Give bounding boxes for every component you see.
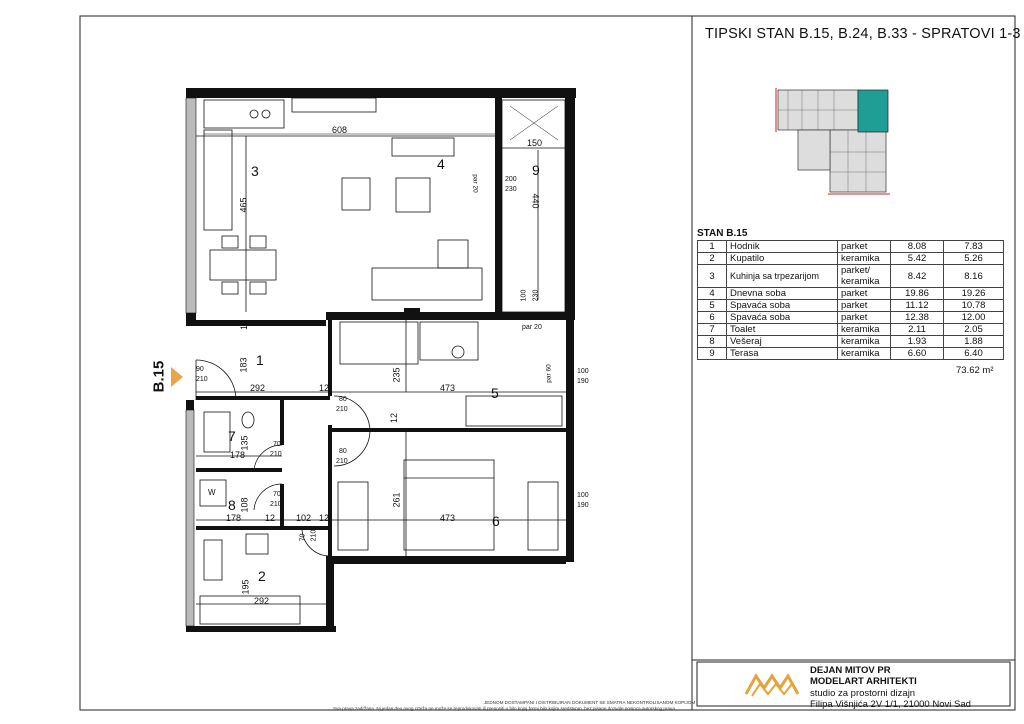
- room-no-cell: 7: [698, 324, 727, 336]
- firm-name-2: MODELART ARHITEKTI: [810, 676, 917, 687]
- room-row: [698, 288, 1004, 300]
- opening-90: 90: [196, 366, 204, 373]
- room-row: [698, 324, 1004, 336]
- room-area2-cell: 1.88: [944, 336, 1004, 348]
- room-floor-cell: keramika: [838, 348, 891, 360]
- room-no-cell: 1: [698, 241, 727, 253]
- room-row: [698, 300, 1004, 312]
- room-area1-cell: 8.42: [891, 265, 944, 288]
- opening-190-b: 190: [577, 502, 589, 509]
- opening-100-c: 100: [577, 492, 589, 499]
- room-number-2: 2: [258, 568, 266, 584]
- dim-473-bottom: 473: [440, 513, 456, 523]
- opening-70-a: 70: [273, 441, 281, 448]
- room-area1-cell: 2.11: [891, 324, 944, 336]
- opening-210-b: 210: [336, 406, 348, 413]
- dim-183: 183: [238, 357, 249, 373]
- room-row: [698, 312, 1004, 324]
- dim-12-d: 12: [265, 513, 276, 523]
- room-number-5: 5: [491, 385, 499, 401]
- dim-608: 608: [332, 125, 348, 135]
- opening-210-e: 210: [270, 501, 282, 508]
- dim-465: 465: [238, 197, 249, 213]
- dim-292-top: 292: [250, 383, 266, 393]
- dim-440: 440: [530, 193, 541, 209]
- room-name-cell: Hodnik: [727, 241, 838, 253]
- dim-235: 235: [391, 367, 402, 383]
- dim-12-b: 12: [319, 383, 330, 393]
- opening-70-c: 70: [299, 533, 307, 542]
- entrance-tag: B.15: [150, 360, 168, 393]
- room-number-9: 9: [532, 162, 540, 178]
- firm-address: Filipa Višnjića 2V 1/1, 21000 Novi Sad: [810, 699, 971, 710]
- dim-261: 261: [391, 492, 402, 508]
- opening-100-b: 100: [577, 368, 589, 375]
- total-area: 73.62 m²: [956, 365, 994, 376]
- room-floor-cell: parket: [838, 300, 891, 312]
- room-no-cell: 5: [698, 300, 727, 312]
- dim-178-a: 178: [230, 450, 246, 460]
- key-plan-thumbnail: [768, 86, 896, 204]
- parapet-label-b: par 20: [522, 324, 542, 331]
- opening-200: 200: [505, 176, 517, 183]
- room-row: [698, 265, 1004, 288]
- dim-12-a: 12: [239, 319, 250, 331]
- room-floor-cell: parket: [838, 241, 891, 253]
- room-no-cell: 9: [698, 348, 727, 360]
- opening-70-b: 70: [273, 491, 281, 498]
- room-number-4: 4: [437, 156, 445, 172]
- room-area2-cell: 2.05: [944, 324, 1004, 336]
- room-number-6: 6: [492, 513, 500, 529]
- room-no-cell: 4: [698, 288, 727, 300]
- room-no-cell: 2: [698, 253, 727, 265]
- room-row: [698, 241, 1004, 253]
- room-no-cell: 8: [698, 336, 727, 348]
- room-no-cell: 6: [698, 312, 727, 324]
- dim-12-e: 12: [389, 412, 400, 424]
- room-floor-cell: keramika: [838, 253, 891, 265]
- room-area2-cell: 5.26: [944, 253, 1004, 265]
- room-name-cell: Kuhinja sa trpezarijom: [727, 265, 838, 288]
- washer-label: W: [208, 488, 216, 497]
- dim-150: 150: [527, 138, 543, 148]
- room-floor-cell: parket/ keramika: [838, 265, 891, 288]
- room-floor-cell: parket: [838, 288, 891, 300]
- dim-108: 108: [239, 497, 250, 513]
- firm-tagline: studio za prostorni dizajn: [810, 688, 916, 699]
- firm-logo-icon: [742, 664, 802, 704]
- room-number-8: 8: [228, 497, 236, 513]
- dim-473-top: 473: [440, 383, 456, 393]
- room-name-cell: Spavaća soba: [727, 300, 838, 312]
- room-row: [698, 348, 1004, 360]
- apartment-label: STAN B.15: [697, 228, 748, 239]
- room-floor-cell: parket: [838, 312, 891, 324]
- room-row: [698, 253, 1004, 265]
- firm-name-1: DEJAN MITOV PR: [810, 665, 891, 676]
- room-area1-cell: 8.08: [891, 241, 944, 253]
- opening-210-c: 210: [336, 458, 348, 465]
- opening-100-a: 100: [520, 289, 528, 302]
- room-area2-cell: 8.16: [944, 265, 1004, 288]
- room-name-cell: Terasa: [727, 348, 838, 360]
- room-area2-cell: 10.78: [944, 300, 1004, 312]
- room-area2-cell: 7.83: [944, 241, 1004, 253]
- room-name-cell: Vešeraj: [727, 336, 838, 348]
- highlighted-unit: [858, 90, 888, 132]
- room-number-7: 7: [228, 428, 236, 444]
- parapet-label-c: par 60: [545, 364, 553, 383]
- dim-292-bottom: 292: [254, 596, 270, 606]
- opening-210-f: 210: [310, 529, 318, 542]
- dim-178-b: 178: [226, 513, 242, 523]
- room-no-cell: 3: [698, 265, 727, 288]
- room-name-cell: Dnevna soba: [727, 288, 838, 300]
- opening-210-a: 210: [196, 376, 208, 383]
- dim-102: 102: [296, 513, 312, 523]
- opening-80-a: 80: [339, 396, 347, 403]
- room-area1-cell: 19.86: [891, 288, 944, 300]
- dim-135: 135: [239, 435, 250, 451]
- room-area2-cell: 6.40: [944, 348, 1004, 360]
- room-floor-cell: keramika: [838, 324, 891, 336]
- opening-190-a: 190: [577, 378, 589, 385]
- room-area2-cell: 12.00: [944, 312, 1004, 324]
- opening-230-b: 230: [532, 289, 540, 302]
- room-schedule-table: [697, 240, 1004, 360]
- room-area1-cell: 12.38: [891, 312, 944, 324]
- opening-230-a: 230: [505, 186, 517, 193]
- room-area2-cell: 19.26: [944, 288, 1004, 300]
- dim-195: 195: [240, 579, 251, 595]
- opening-80-b: 80: [339, 448, 347, 455]
- room-row: [698, 336, 1004, 348]
- room-area1-cell: 11.12: [891, 300, 944, 312]
- dim-12-c: 12: [319, 513, 330, 523]
- room-name-cell: Kupatilo: [727, 253, 838, 265]
- disclaimer-line-1: JEDNOM DOSTAMPANI I DISTRIBUIRAN DOKUMENT SE SMATRA NEKONTROLISANOM KOPIJOM: [484, 700, 696, 705]
- opening-210-d: 210: [270, 451, 282, 458]
- room-area1-cell: 6.60: [891, 348, 944, 360]
- disclaimer-line-2: Sva prava zadržana. Ni jedan deo ovog crteža ne može se reprodukovati ili prenositi u bilo kojoj formi bilo kojim sredstvom, bez pisane dozvole nosioca autorskog prava.: [333, 706, 677, 711]
- parapet-label-a: par 20: [471, 174, 479, 193]
- room-floor-cell: keramika: [838, 336, 891, 348]
- room-number-3: 3: [251, 163, 259, 179]
- room-area1-cell: 5.42: [891, 253, 944, 265]
- room-name-cell: Spavaća soba: [727, 312, 838, 324]
- room-area1-cell: 1.93: [891, 336, 944, 348]
- entrance-arrow-icon: [171, 367, 183, 387]
- sheet-title: TIPSKI STAN B.15, B.24, B.33 - SPRATOVI 1-3: [705, 26, 1021, 42]
- room-number-1: 1: [256, 352, 264, 368]
- room-name-cell: Toalet: [727, 324, 838, 336]
